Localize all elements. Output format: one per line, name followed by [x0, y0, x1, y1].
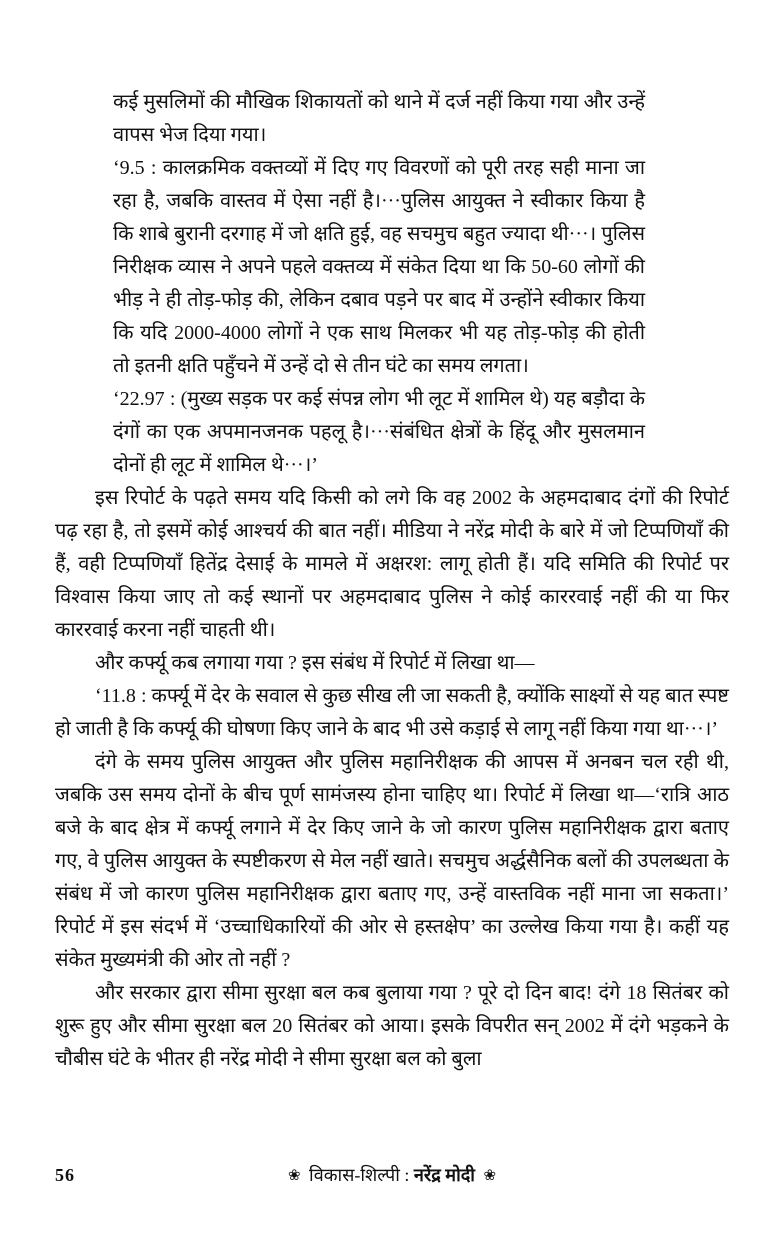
body-paragraph-police-discord: दंगे के समय पुलिस आयुक्त और पुलिस महानिरीक्षक की आपस में अनबन चल रही थी, जबकि उस समय दोनों के बीच पूर्ण सामंजस्य होना चाहिए था। रिपोर्ट में लिखा था—‘रात्रि आठ बजे के बाद क्षेत्र में कर्फ्यू लगाने में देर किए जाने के जो कारण पुलिस महानिरीक्षक द्वारा बताए गए, वे पुलिस आयुक्त के स्पष्टीकरण से मेल नहीं खाते। सचमुच अर्द्धसैनिक बलों की उपलब्धता के संबंध में जो कारण पुलिस महानिरीक्षक द्वारा बताए गए, उन्हें वास्तविक नहीं माना जा सकता।’ रिपोर्ट में इस संदर्भ में ‘उच्चाधिकारियों की ओर से हस्तक्षेप’ का उल्लेख किया गया है। कहीं यह संकेत मुख्यमंत्री की ओर तो नहीं ?	[55, 751, 729, 971]
running-title	[55, 1162, 729, 1190]
running-title-book-name: नरेंद्र मोदी	[413, 1165, 475, 1185]
quote-paragraph-continuation: कई मुसलिमों की मौखिक शिकायतों को थाने में दर्ज नहीं किया गया और उन्हें वापस भेज दिया गया।	[113, 91, 645, 146]
running-title-prefix: विकास-शिल्पी :	[309, 1165, 410, 1185]
page-number: 56	[55, 1165, 75, 1185]
body-paragraph-bsf-delay: और सरकार द्वारा सीमा सुरक्षा बल कब बुलाया गया ? पूरे दो दिन बाद! दंगे 18 सितंबर को शुरू हुए और सीमा सुरक्षा बल 20 सितंबर को आया। इसके विपरीत सन् 2002 में दंगे भड़कने के चौबीस घंटे के भीतर ही नरेंद्र मोदी ने सीमा सुरक्षा बल को बुला	[55, 982, 729, 1070]
body-paragraph-curfew-question: और कर्फ्यू कब लगाया गया ? इस संबंध में रिपोर्ट में लिखा था—	[95, 652, 535, 674]
flower-ornament-icon: ❀	[287, 1168, 301, 1184]
flower-ornament-icon: ❀	[483, 1168, 497, 1184]
body-paragraph-report-reading: इस रिपोर्ट के पढ़ते समय यदि किसी को लगे कि वह 2002 के अहमदाबाद दंगों की रिपोर्ट पढ़ रहा है, तो इसमें कोई आश्चर्य की बात नहीं। मीडिया ने नरेंद्र मोदी के बारे में जो टिप्पणियाँ की हैं, वही टिप्पणियाँ हितेंद्र देसाई के मामले में अक्षरश: लागू होती हैं। यदि समिति की रिपोर्ट पर विश्वास किया जाए तो कई स्थानों पर अहमदाबाद पुलिस ने कोई काररवाई नहीं की या फिर काररवाई करना नहीं चाहती थी।	[55, 487, 729, 641]
quote-paragraph-22-97: ‘22.97 : (मुख्य सड़क पर कई संपन्न लोग भी लूट में शामिल थे) यह बड़ौदा के दंगों का एक अपमानजनक पहलू है।···संबंधित क्षेत्रों के हिंदू और मुसलमान दोनों ही लूट में शामिल थे···।’	[113, 388, 645, 476]
page-text-content	[55, 86, 729, 1076]
quote-paragraph-9-5: ‘9.5 : कालक्रमिक वक्तव्यों में दिए गए विवरणों को पूरी तरह सही माना जा रहा है, जबकि वास्तव में ऐसा नहीं है।···पुलिस आयुक्त ने स्वीकार किया है कि शाबे बुरानी दरगाह में जो क्षति हुई, वह सचमुच बहुत ज्यादा थी···। पुलिस निरीक्षक व्यास ने अपने पहले वक्तव्य में संकेत दिया था कि 50-60 लोगों की भीड़ ने ही तोड़-फोड़ की, लेकिन दबाव पड़ने पर बाद में उन्होंने स्वीकार किया कि यदि 2000-4000 लोगों ने एक साथ मिलकर भी यह तोड़-फोड़ की होती तो इतनी क्षति पहुँचने में उन्हें दो से तीन घंटे का समय लगता।	[113, 157, 645, 377]
quote-paragraph-11-8: ‘11.8 : कर्फ्यू में देर के सवाल से कुछ सीख ली जा सकती है, क्योंकि साक्ष्यों से यह बात स्पष्ट हो जाती है कि कर्फ्यू की घोषणा किए जाने के बाद भी उसे कड़ाई से लागू नहीं किया गया था···।’	[55, 685, 729, 740]
page-footer	[55, 1162, 729, 1188]
